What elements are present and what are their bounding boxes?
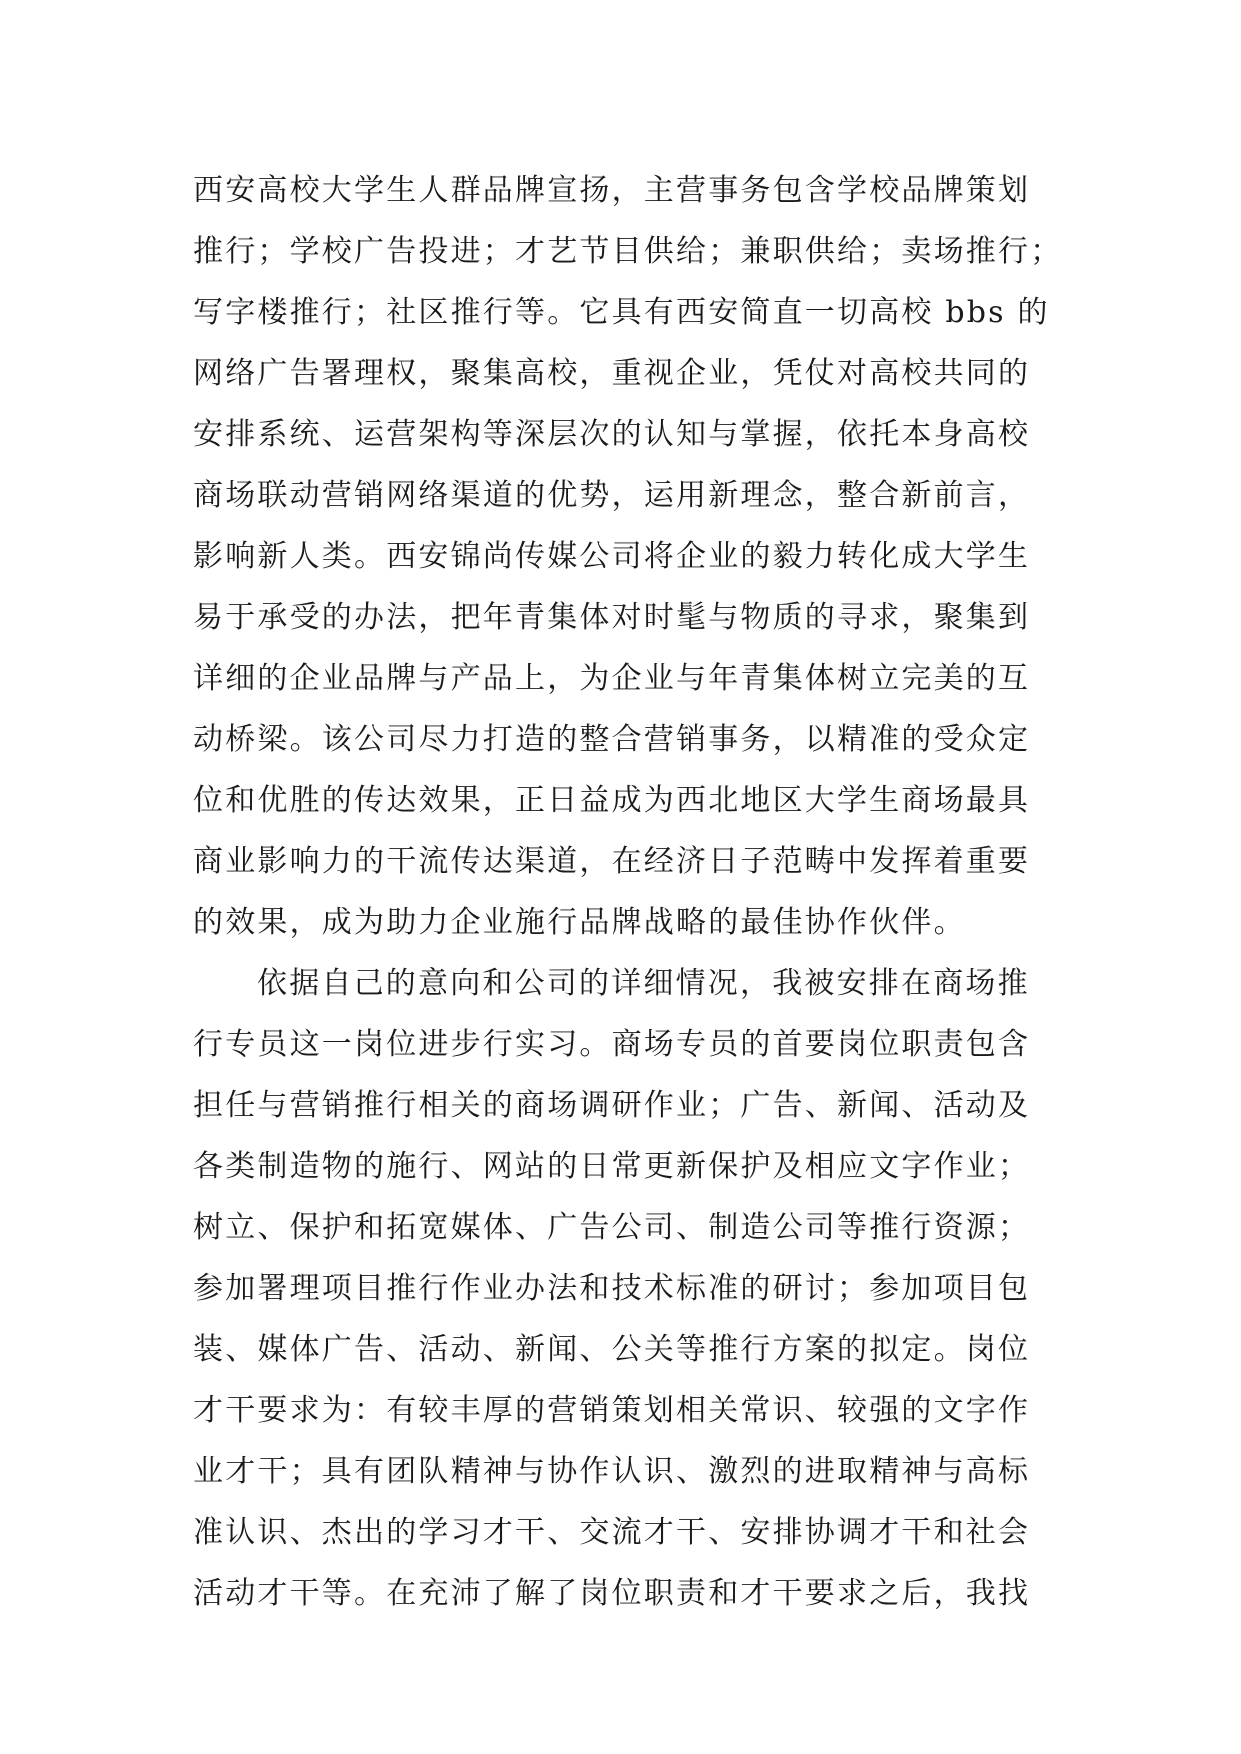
text-line: 参加署理项目推行作业办法和技术标准的研讨；参加项目包 bbox=[193, 1271, 1031, 1306]
text-line: 业才干；具有团队精神与协作认识、激烈的进取精神与高标 bbox=[193, 1454, 1031, 1489]
text-line: 写字楼推行；社区推行等。它具有西安简直一切高校 bbs 的 bbox=[193, 295, 1050, 330]
text-line: 商业影响力的干流传达渠道，在经济日子范畴中发挥着重要 bbox=[193, 844, 1031, 879]
text-line: 安排系统、运营架构等深层次的认知与掌握，依托本身高校 bbox=[193, 417, 1031, 452]
text-line: 详细的企业品牌与产品上，为企业与年青集体树立完美的互 bbox=[193, 661, 1031, 696]
text-line: 行专员这一岗位进步行实习。商场专员的首要岗位职责包含 bbox=[193, 1027, 1031, 1062]
text-line: 推行；学校广告投进；才艺节目供给；兼职供给；卖场推行； bbox=[193, 234, 1063, 269]
text-line: 影响新人类。西安锦尚传媒公司将企业的毅力转化成大学生 bbox=[193, 539, 1031, 574]
text-line: 准认识、杰出的学习才干、交流才干、安排协调才干和社会 bbox=[193, 1515, 1031, 1550]
body-text bbox=[193, 160, 1093, 1624]
text-line: 各类制造物的施行、网站的日常更新保护及相应文字作业； bbox=[193, 1149, 1031, 1184]
text-line: 动桥梁。该公司尽力打造的整合营销事务，以精准的受众定 bbox=[193, 722, 1031, 757]
text-line: 商场联动营销网络渠道的优势，运用新理念，整合新前言， bbox=[193, 478, 1031, 513]
text-line: 西安高校大学生人群品牌宣扬，主营事务包含学校品牌策划 bbox=[193, 173, 1031, 208]
text-line-indented: 依据自己的意向和公司的详细情况，我被安排在商场推 bbox=[257, 966, 1030, 1001]
text-line: 树立、保护和拓宽媒体、广告公司、制造公司等推行资源； bbox=[193, 1210, 1031, 1245]
text-line: 位和优胜的传达效果，正日益成为西北地区大学生商场最具 bbox=[193, 783, 1031, 818]
text-line: 的效果，成为助力企业施行品牌战略的最佳协作伙伴。 bbox=[193, 905, 966, 940]
text-line: 装、媒体广告、活动、新闻、公关等推行方案的拟定。岗位 bbox=[193, 1332, 1031, 1367]
text-line: 易于承受的办法，把年青集体对时髦与物质的寻求，聚集到 bbox=[193, 600, 1031, 635]
paragraph-internship-role bbox=[193, 953, 1093, 1624]
text-line: 网络广告署理权，聚集高校，重视企业，凭仗对高校共同的 bbox=[193, 356, 1031, 391]
text-line: 担任与营销推行相关的商场调研作业；广告、新闻、活动及 bbox=[193, 1088, 1031, 1123]
text-line: 才干要求为：有较丰厚的营销策划相关常识、较强的文字作 bbox=[193, 1393, 1031, 1428]
text-line: 活动才干等。在充沛了解了岗位职责和才干要求之后，我找 bbox=[193, 1576, 1031, 1611]
paragraph-company-intro bbox=[193, 160, 1093, 953]
